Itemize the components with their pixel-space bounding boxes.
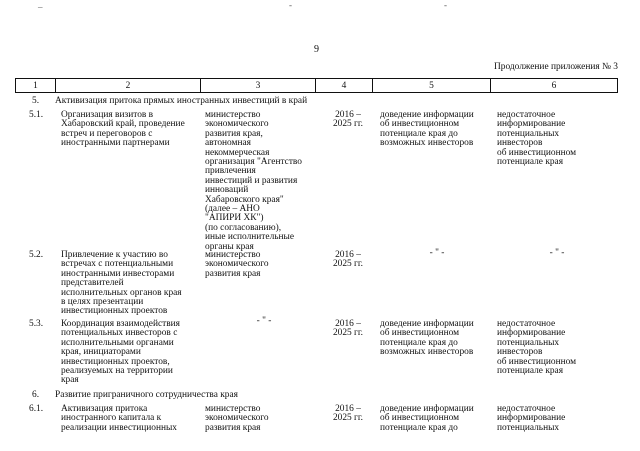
result-text: - " - bbox=[429, 248, 445, 258]
problem-text: недостаточное информирование потенциальных инвесторов об инвестиционном потенциале края bbox=[497, 110, 577, 168]
problem-text: - " - bbox=[549, 248, 565, 258]
executor-text: министерство экономического развития края, автономная некоммерческая организация "Агентство привлечения инвестиций и развития инноваций Хабаровского края" (далее – АНО "АПИРИ ХК") (по согласованию), иные исполнительные органы края bbox=[205, 110, 302, 252]
row-number: 5.1. bbox=[29, 110, 44, 120]
scan-mark: - bbox=[289, 0, 292, 10]
row-number: 5.2. bbox=[29, 250, 44, 260]
scan-mark: - bbox=[444, 0, 447, 10]
executor-text: - " - bbox=[256, 316, 272, 326]
header-col-2: 2 bbox=[56, 79, 201, 93]
period-text: 2016 – 2025 гг. bbox=[332, 404, 364, 424]
continuation-label: Продолжение приложения № 3 bbox=[494, 62, 618, 72]
measure-text: Координация взаимодействия потенциальных инвесторов с исполнительными органами края, инициаторами инвестиционных проектов, реализуемых на территории края bbox=[61, 319, 180, 386]
result-text: доведение информации об инвестиционном потенциале края до bbox=[380, 404, 474, 433]
section-number: 6. bbox=[32, 390, 40, 400]
period-text: 2016 – 2025 гг. bbox=[332, 110, 364, 130]
scan-mark: _ bbox=[38, 0, 43, 9]
result-text: доведение информации об инвестиционном потенциале края до возможных инвесторов bbox=[380, 110, 474, 149]
header-col-5: 5 bbox=[373, 79, 491, 93]
header-col-4: 4 bbox=[316, 79, 373, 93]
section-title: Развитие приграничного сотрудничества края bbox=[55, 390, 238, 400]
header-col-3: 3 bbox=[201, 79, 316, 93]
measure-text: Организация визитов в Хабаровский край, проведение встреч и переговоров с иностранными партнерами bbox=[61, 110, 185, 149]
header-col-6: 6 bbox=[491, 79, 618, 93]
executor-text: министерство экономического развития края bbox=[205, 404, 269, 433]
problem-text: недостаточное информирование потенциальных bbox=[497, 404, 566, 433]
period-text: 2016 – 2025 гг. bbox=[332, 250, 364, 270]
measure-text: Активизация притока иностранного капитала к реализации инвестиционных bbox=[61, 404, 177, 433]
result-text: доведение информации об инвестиционном потенциале края до возможных инвесторов bbox=[380, 319, 474, 358]
measure-text: Привлечение к участию во встречах с потенциальными иностранными инвесторами представителей исполнительных органов края в целях презентации инвестиционных проектов bbox=[61, 250, 182, 317]
problem-text: недостаточное информирование потенциальных инвесторов об инвестиционном потенциале края bbox=[497, 319, 577, 377]
row-number: 5.3. bbox=[29, 319, 44, 329]
header-col-1: 1 bbox=[16, 79, 56, 93]
section-title: Активизация притока прямых иностранных инвестиций в край bbox=[55, 96, 308, 106]
page-number: 9 bbox=[314, 44, 319, 55]
row-number: 6.1. bbox=[29, 404, 44, 414]
executor-text: министерство экономического развития края bbox=[205, 250, 269, 279]
section-number: 5. bbox=[32, 96, 40, 106]
period-text: 2016 – 2025 гг. bbox=[332, 319, 364, 339]
column-number-header bbox=[15, 78, 618, 93]
